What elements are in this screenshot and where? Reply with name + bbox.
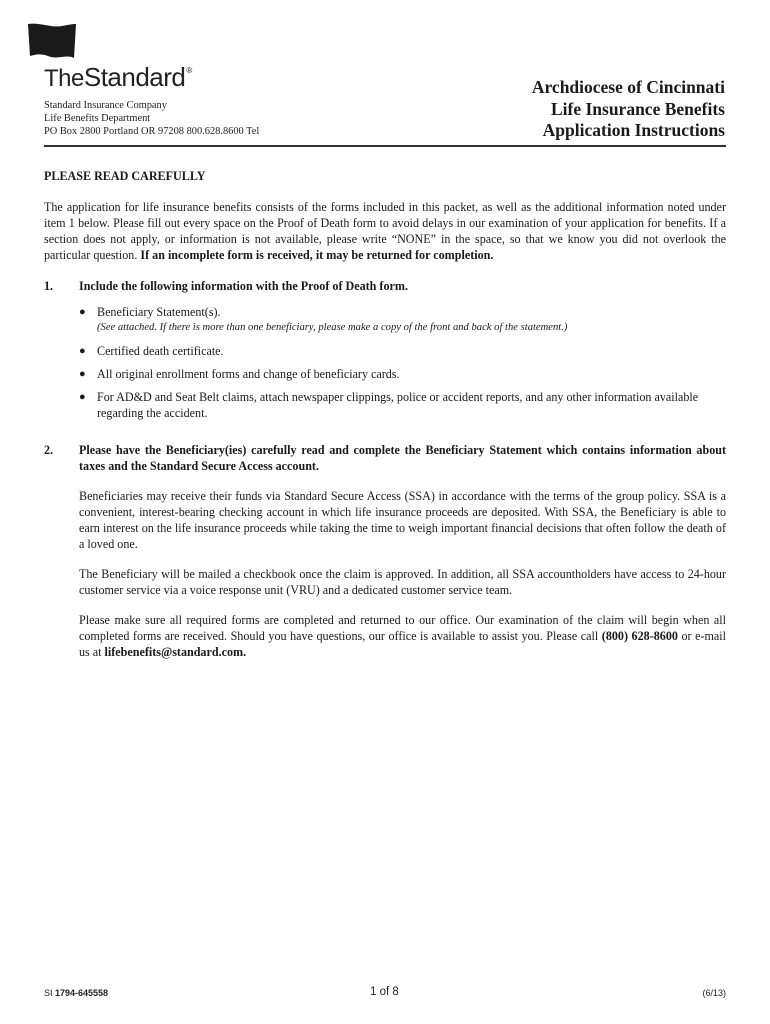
- list-item: [79, 366, 726, 382]
- bullet-text: Certified death certificate.: [97, 344, 224, 358]
- contact-text-end: .: [243, 645, 247, 659]
- bullet-text: For AD&D and Seat Belt claims, attach newspaper clippings, police or accident reports, and any other information available regarding the accident.: [97, 390, 699, 420]
- ssa-description: Beneficiaries may receive their funds via Standard Secure Access (SSA) in accordance with the terms of the group policy. SSA is a convenient, interest-bearing checking account in which life insurance proceeds are deposited. With SSA, the Beneficiary is able to earn interest on the life insurance proceeds while taking the time to weigh important financial decisions that often follow the death of a loved one.: [79, 489, 726, 551]
- item-heading: Please have the Beneficiary(ies) carefully read and complete the Beneficiary Statement which contains information about taxes and the Standard Secure Access account.: [79, 443, 726, 473]
- title-line-1: Archdiocese of Cincinnati: [531, 77, 725, 97]
- title-line-2: Life Insurance Benefits: [550, 98, 725, 119]
- item-number: 1.: [44, 279, 54, 293]
- email-link[interactable]: lifebenefits@standard.com: [104, 645, 244, 659]
- mailing-address: PO Box 2800 Portland OR 97208 800.628.8600 Tel: [44, 126, 260, 137]
- instruction-item-2: [44, 442, 726, 660]
- list-item: [79, 389, 726, 421]
- form-id: 1794-645558: [55, 988, 109, 998]
- contact-text: Please make sure all required forms are completed and returned to our office. Our examination of the claim will begin when all completed forms are received. Should you have questions, our office is available to assist you. Please call: [79, 613, 726, 643]
- section-heading: PLEASE READ CAREFULLY: [44, 169, 206, 183]
- bullet-icon: ●: [79, 345, 86, 357]
- list-item: [79, 304, 726, 336]
- checkbook-info: The Beneficiary will be mailed a checkbook once the claim is approved. In addition, all SSA accountholders have access to 24-hour customer service via a voice response unit (VRU) and a dedicated customer service team.: [79, 567, 726, 597]
- bullet-text: All original enrollment forms and change of beneficiary cards.: [97, 367, 400, 381]
- instructions-body: [44, 168, 726, 674]
- intro-warning: If an incomplete form is received, it may be returned for completion.: [140, 248, 494, 262]
- intro-paragraph: [44, 199, 726, 263]
- flag-logo-icon: [26, 22, 78, 60]
- company-address: [44, 99, 259, 138]
- intro-text: The application for life insurance benefits consists of the forms included in this packet, as well as the additional information noted under item 1 below. Please fill out every space on the Proof of Death form to avoid delays in our examination of your application for benefits. If a section does not apply, or information is not available, please write “NONE” in the space, so that we know you did not overlook the particular question.: [44, 200, 726, 262]
- logo-standard: Standard: [83, 62, 186, 92]
- phone-number: (800) 628-8600: [601, 629, 678, 643]
- bullet-icon: ●: [79, 306, 86, 318]
- item-heading: Include the following information with the Proof of Death form.: [79, 279, 408, 293]
- logo-the: The: [44, 65, 84, 92]
- item-number: 2.: [44, 443, 54, 457]
- instruction-item-1: [44, 278, 726, 428]
- bullet-text: Beneficiary Statement(s).: [97, 305, 221, 319]
- contact-text-mid: or e-mail us at: [79, 629, 727, 659]
- bullet-note: (See attached. If there is more than one beneficiary, please make a copy of the front and back of the statement.): [97, 322, 568, 333]
- page-number: 1 of 8: [370, 986, 399, 998]
- contact-paragraph: [79, 612, 726, 660]
- company-name: Standard Insurance Company: [44, 100, 167, 111]
- document-title: [532, 77, 725, 142]
- bullet-icon: ●: [79, 391, 86, 403]
- revision-date: (6/13): [702, 988, 726, 998]
- title-line-3: Application Instructions: [542, 120, 725, 140]
- form-number: [44, 988, 108, 998]
- list-item: [79, 343, 726, 359]
- department-name: Life Benefits Department: [44, 113, 151, 124]
- logo-registered-mark: ®: [186, 66, 192, 75]
- header-divider: [44, 145, 726, 147]
- standard-logo: [44, 62, 192, 93]
- bullet-icon: ●: [79, 368, 86, 380]
- required-documents-list: [79, 304, 726, 421]
- form-prefix: SI: [44, 988, 56, 998]
